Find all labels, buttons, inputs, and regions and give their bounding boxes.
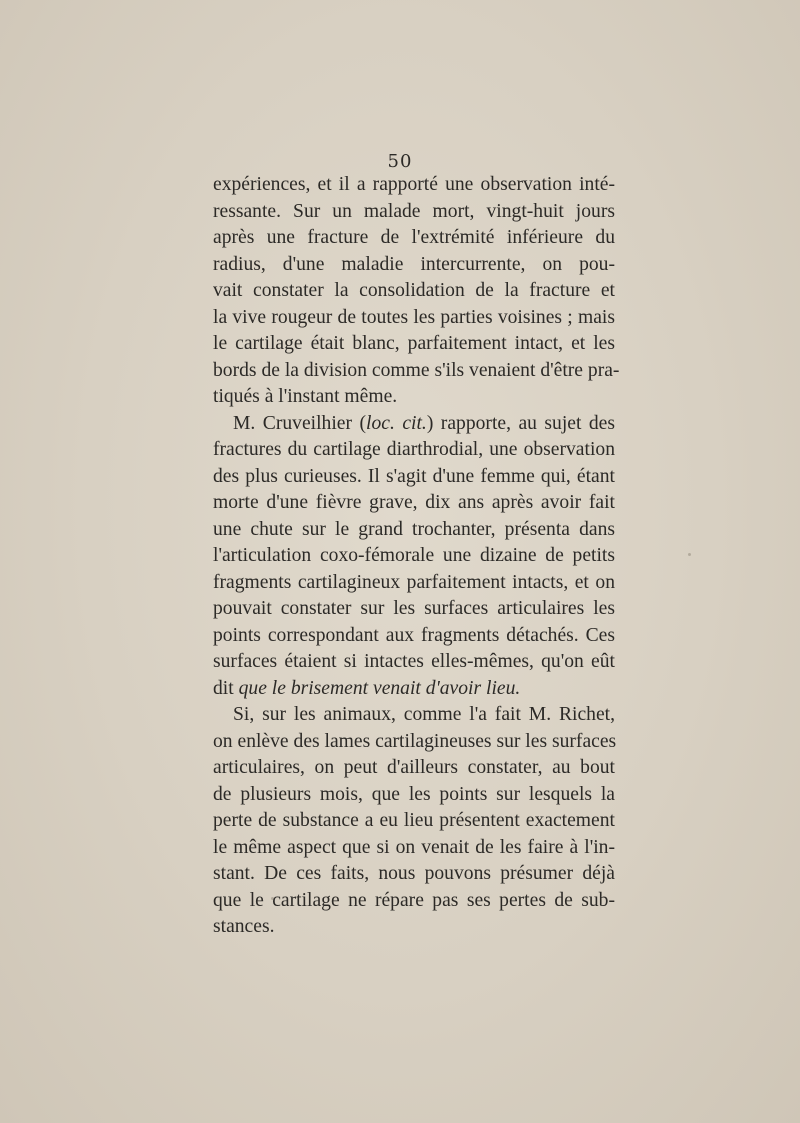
- text-line: stant. De ces faits, nous pouvons présumer déjà: [213, 863, 615, 884]
- paper-speck: [271, 897, 274, 900]
- text-line: perte de substance a eu lieu présentent exactement: [213, 810, 615, 831]
- text-line: une chute sur le grand trochanter, présenta dans: [213, 518, 615, 540]
- text-line: fractures du cartilage diarthrodial, une observation: [213, 439, 615, 460]
- text-line: le même aspect que si on venait de les faire à l'in-: [213, 836, 615, 858]
- text-line: [213, 411, 615, 438]
- italic-quote: que le brisement venait d'avoir lieu.: [238, 677, 521, 699]
- text-line: des plus curieuses. Il s'agit d'une femme qui, étant: [213, 465, 615, 487]
- text-line: articulaires, on peut d'ailleurs constater, au bout: [213, 757, 615, 778]
- text-line: vait constater la consolidation de la fracture et: [213, 280, 615, 301]
- paper-speck: [688, 553, 691, 556]
- text-line: Si, sur les animaux, comme l'a fait M. Richet,: [233, 704, 615, 725]
- text-line: surfaces étaient si intactes elles-mêmes, qu'on eût: [213, 651, 615, 672]
- text-segment: dit: [213, 677, 239, 699]
- text-line: morte d'une fièvre grave, dix ans après avoir fait: [213, 492, 615, 513]
- text-line: on enlève des lames cartilagineuses sur les surfaces: [213, 730, 617, 752]
- text-line: points correspondant aux fragments détachés. Ces: [213, 624, 615, 646]
- text-line: stances.: [213, 916, 275, 937]
- text-line: de plusieurs mois, que les points sur lesquels la: [213, 783, 615, 805]
- text-line: tiqués à l'instant même.: [213, 386, 398, 407]
- text-line: après une fracture de l'extrémité inférieure du: [213, 227, 615, 248]
- paper-speck: [540, 452, 542, 454]
- page-number: 50: [387, 151, 413, 172]
- text-line: l'articulation coxo-fémorale une dizaine de petits: [213, 545, 615, 566]
- italic-citation: loc. cit.: [366, 412, 427, 434]
- text-line: pouvait constater sur les surfaces articulaires les: [213, 598, 615, 619]
- text-line: que le cartilage ne répare pas ses pertes de sub-: [213, 889, 615, 911]
- text-line: [213, 676, 615, 703]
- text-segment: M. Cruveilhier (: [233, 412, 367, 434]
- text-line: radius, d'une maladie intercurrente, on pou-: [213, 253, 615, 275]
- text-segment: ) rapporte, au sujet des: [426, 412, 615, 434]
- text-line: ressante. Sur un malade mort, vingt-huit jours: [213, 200, 615, 222]
- text-line: la vive rougeur de toutes les parties voisines ; mais: [213, 306, 615, 328]
- text-line: bords de la division comme s'ils venaient d'être pra-: [213, 359, 620, 381]
- text-line: fragments cartilagineux parfaitement intacts, et on: [213, 571, 615, 593]
- text-line: expériences, et il a rapporté une observation inté-: [213, 174, 615, 195]
- text-line: le cartilage était blanc, parfaitement intact, et les: [213, 333, 615, 354]
- body-text: [213, 172, 620, 941]
